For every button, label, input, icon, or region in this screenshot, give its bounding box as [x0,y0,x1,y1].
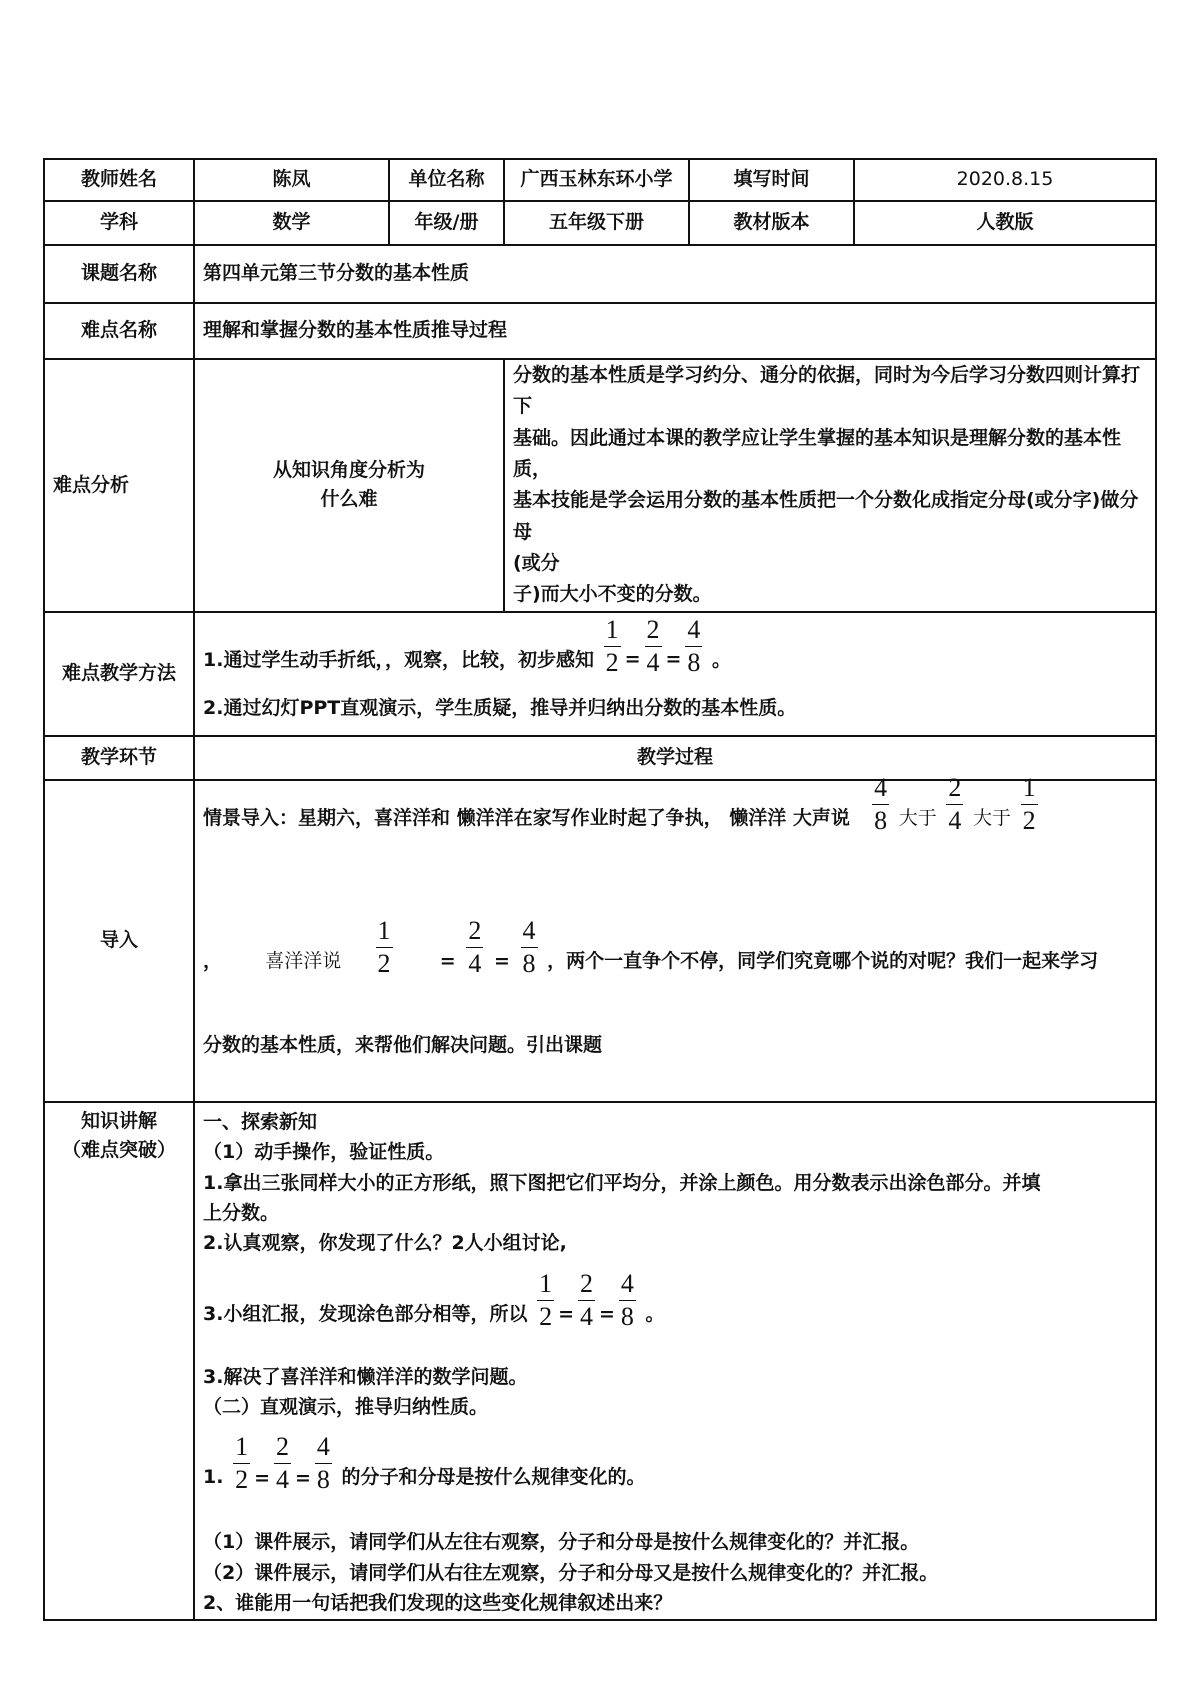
knowledge-line-1: 一、探索新知 [203,1110,318,1133]
intro-line-2-rest: ，两个一直争个不停，同学们究竟哪个说的对呢？我们一起来学习 [547,949,1099,972]
knowledge-row [44,1102,1156,1620]
method-label: 难点教学方法 [44,612,194,736]
denominator: 2 [377,948,391,978]
denominator: 2 [235,1465,249,1495]
knowledge-line-12: 2、谁能用一句话把我们发现的这些变化规律叙述出来？ [203,1592,673,1615]
equals-sign: = [439,949,456,972]
knowledge-label [44,1102,194,1620]
fraction-one-half [233,1434,250,1493]
numerator: 4 [685,617,702,647]
analysis-label: 难点分析 [44,359,194,612]
denominator: 2 [539,1301,553,1331]
knowledge-line-9 [203,1432,1147,1507]
analysis-text [504,359,1156,612]
time-value: 2020.8.15 [854,159,1156,201]
knowledge-line-10: （1）课件展示，请同学们从左往右观察，分子和分母是按什么规律变化的？并汇报。 [203,1531,920,1554]
denominator: 4 [276,1465,289,1495]
denominator: 8 [316,1465,330,1495]
intro-line-2-start: ， [203,949,223,972]
denominator: 8 [687,647,701,677]
numerator: 4 [521,918,538,948]
fraction-one-half [604,614,621,677]
knowledge-line-5: 2.认真观察，你发现了什么？2人小组讨论, [203,1232,567,1255]
teacher-value: 陈凤 [194,159,389,201]
method-content [194,612,1156,736]
numerator: 2 [645,617,662,647]
intro-content [194,772,1156,1102]
intro-line-2 [203,915,1147,991]
denominator: 4 [948,805,962,835]
unit-value: 广西玉林东环小学 [504,159,689,201]
method-row [44,612,1156,736]
analysis-line-4: (或分 [513,552,560,575]
fraction-four-eighths [315,1434,332,1493]
equals-sign: = [493,949,510,972]
numerator: 1 [537,1271,554,1301]
equals-sign: = [665,648,682,671]
fraction-one-half [1021,772,1038,835]
knowledge-line-9-end: 的分子和分母是按什么规律变化的。 [341,1466,646,1489]
numerator: 4 [619,1271,636,1301]
denominator: 4 [646,647,660,677]
unit-label: 单位名称 [389,159,504,201]
edition-label: 教材版本 [689,201,854,245]
equals-sign: = [295,1466,311,1489]
denominator: 2 [1022,805,1036,835]
analysis-sub-label [194,359,504,612]
time-label: 填写时间 [689,159,854,201]
intro-line-3: 分数的基本性质，来帮他们解决问题。引出课题 [203,1033,603,1056]
equals-sign: = [624,648,641,671]
header-row-1 [44,159,1156,201]
numerator: 2 [946,775,963,805]
knowledge-line-2: （1）动手操作，验证性质。 [203,1141,445,1164]
numerator: 1 [376,918,393,948]
grade-label: 年级/册 [389,201,504,245]
knowledge-line-11: （2）课件展示，请同学们从右往左观察，分子和分母又是按什么规律变化的？并汇报。 [203,1561,939,1584]
fraction-four-eighths [521,915,538,978]
topic-label: 课题名称 [44,245,194,303]
knowledge-label-1: 知识讲解 [80,1109,157,1132]
fraction-one-half [537,1268,554,1331]
denominator: 4 [468,948,482,978]
fraction-two-fourths [578,1268,595,1331]
analysis-line-1: 分数的基本性质是学习约分、通分的依据，同时为今后学习分数四则计算打下 [513,364,1141,418]
bigger-than-2: 大于 [973,806,1012,829]
knowledge-line-6-end: 。 [645,1302,665,1325]
numerator: 1 [1021,775,1038,805]
process-header-row [44,736,1156,780]
process-header-label: 教学环节 [44,736,194,780]
knowledge-line-6 [203,1268,1147,1344]
method-item-2: 2.通过幻灯PPT直观演示，学生质疑，推导并归纳出分数的基本性质。 [203,696,797,719]
analysis-row [44,359,1156,612]
method-item-1-end: 。 [712,648,732,671]
intro-line-2-xi: 喜洋洋说 [265,949,342,972]
denominator: 2 [605,647,619,677]
numerator: 4 [315,1434,332,1464]
lesson-plan-table [43,158,1157,1621]
denominator: 8 [522,948,536,978]
numerator: 1 [233,1434,250,1464]
intro-line-1-text: 情景导入：星期六，喜洋洋和 懒洋洋在家写作业时起了争执， 懒洋洋 大声说 [203,806,850,829]
grade-value: 五年级下册 [504,201,689,245]
equals-sign: = [558,1303,574,1325]
difficulty-label: 难点名称 [44,303,194,359]
header-row-2 [44,201,1156,245]
equals-sign: = [254,1466,270,1489]
numerator: 4 [872,775,889,805]
intro-line-1 [203,772,1147,848]
fraction-four-eighths [872,772,889,835]
fraction-four-eighths [685,614,702,677]
fraction-two-fourths [274,1434,291,1493]
denominator: 4 [580,1301,593,1331]
fraction-four-eighths [619,1268,636,1331]
topic-row [44,245,1156,303]
topic-value: 第四单元第三节分数的基本性质 [194,245,1156,303]
fraction-two-fourths [946,772,963,835]
denominator: 8 [874,805,888,835]
knowledge-line-4: 上分数。 [203,1201,280,1224]
lesson-plan-sheet [43,158,1155,1621]
knowledge-line-6-text: 3.小组汇报，发现涂色部分相等，所以 [203,1302,528,1325]
knowledge-content [194,1102,1156,1620]
teacher-label: 教师姓名 [44,159,194,201]
method-item-1 [203,614,1147,690]
fraction-two-fourths [466,915,483,978]
numerator: 2 [466,918,483,948]
numerator: 2 [274,1434,291,1464]
knowledge-line-8: （二）直观演示，推导归纳性质。 [203,1396,489,1419]
equals-sign: = [599,1303,615,1325]
analysis-sub-label-line-2: 什么难 [320,488,378,511]
fraction-one-half [376,915,393,978]
intro-label: 导入 [44,780,194,1102]
method-item-1-text: 1.通过学生动手折纸，，观察，比较，初步感知 [203,648,594,671]
process-header-value: 教学过程 [194,736,1156,780]
analysis-line-5: 子)而大小不变的分数。 [513,583,712,606]
knowledge-line-7: 3.解决了喜洋洋和懒洋洋的数学问题。 [203,1365,528,1388]
analysis-line-3: 基本技能是学会运用分数的基本性质把一个分数化成指定分母(或分字)做分母 [513,489,1139,543]
numerator: 2 [578,1271,595,1301]
fraction-two-fourths [645,614,662,677]
knowledge-line-3: 1.拿出三张同样大小的正方形纸，照下图把它们平均分，并涂上颜色。用分数表示出涂色部分。并填 [203,1171,1041,1194]
denominator: 8 [620,1301,634,1331]
analysis-sub-label-line-1: 从知识角度分析为 [272,458,425,481]
analysis-line-2: 基础。因此通过本课的教学应让学生掌握的基本知识是理解分数的基本性质， [513,426,1122,481]
knowledge-label-2: （难点突破） [61,1139,176,1162]
intro-row [44,780,1156,1102]
knowledge-line-9-start: 1. [203,1466,224,1489]
numerator: 1 [604,617,621,647]
bigger-than-1: 大于 [898,806,937,829]
subject-value: 数学 [194,201,389,245]
difficulty-value: 理解和掌握分数的基本性质推导过程 [194,303,1156,359]
difficulty-row [44,303,1156,359]
subject-label: 学科 [44,201,194,245]
edition-value: 人教版 [854,201,1156,245]
